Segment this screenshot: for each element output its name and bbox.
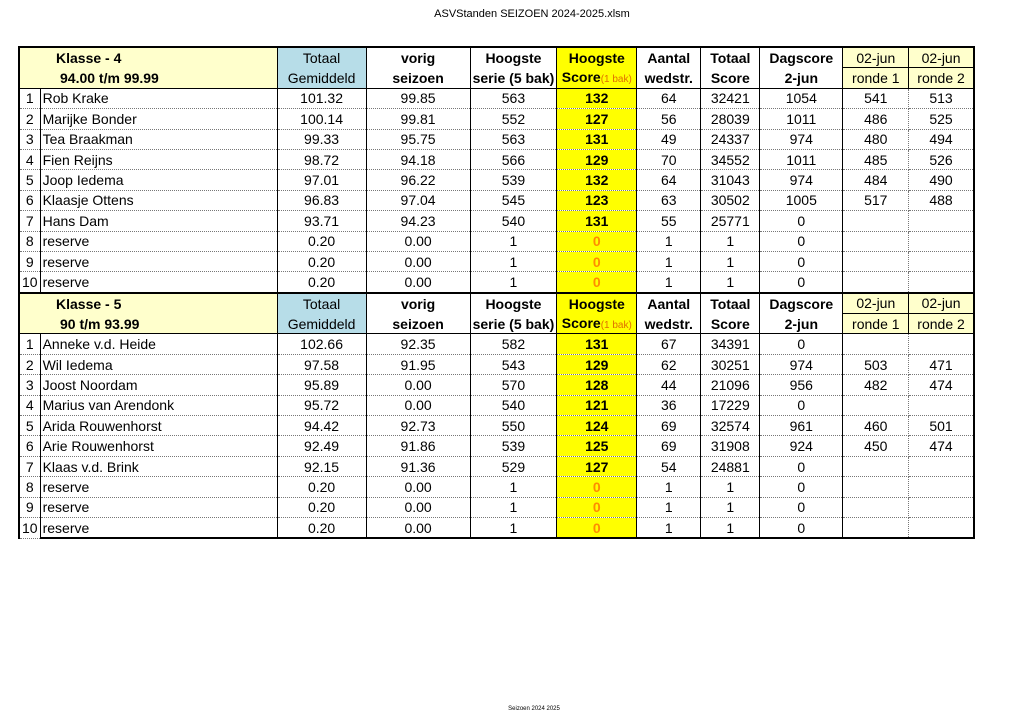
rank-cell: 5 (19, 170, 40, 190)
hoogste-serie-cell: 563 (470, 88, 557, 108)
header-vorig: vorig (366, 47, 470, 68)
ronde2-cell: 501 (909, 416, 974, 436)
dagscore-cell: 0 (760, 334, 843, 354)
ronde1-cell (843, 231, 909, 251)
rank-cell: 7 (19, 456, 40, 476)
vorig-seizoen-cell: 0.00 (366, 272, 470, 293)
ronde2-cell (909, 395, 974, 415)
totaal-score-cell: 1 (701, 272, 760, 293)
table-row (19, 129, 974, 149)
ronde1-cell: 541 (843, 88, 909, 108)
ronde2-cell: 513 (909, 88, 974, 108)
vorig-seizoen-cell: 0.00 (366, 497, 470, 517)
header-score-label: Score (561, 315, 601, 332)
dagscore-cell: 1011 (760, 149, 843, 169)
hoogste-score-cell: 132 (557, 170, 637, 190)
gemiddeld-cell: 102.66 (277, 334, 366, 354)
rank-cell: 1 (19, 88, 40, 108)
rank-cell: 8 (19, 477, 40, 497)
ronde1-cell (843, 456, 909, 476)
header-serie: serie (5 bak) (470, 314, 557, 334)
gemiddeld-cell: 0.20 (277, 497, 366, 517)
header-seizoen: seizoen (366, 68, 470, 88)
vorig-seizoen-cell: 97.04 (366, 190, 470, 210)
rank-cell: 10 (19, 272, 40, 293)
header-1bak-label: (1 bak) (600, 320, 632, 332)
hoogste-score-cell: 129 (557, 149, 637, 169)
hoogste-serie-cell: 540 (470, 211, 557, 231)
ronde2-cell: 474 (909, 436, 974, 456)
vorig-seizoen-cell: 99.85 (366, 88, 470, 108)
hoogste-score-cell: 123 (557, 190, 637, 210)
hoogste-score-cell: 125 (557, 436, 637, 456)
rank-cell: 4 (19, 395, 40, 415)
gemiddeld-cell: 92.49 (277, 436, 366, 456)
hoogste-score-cell: 131 (557, 129, 637, 149)
ronde1-cell (843, 251, 909, 271)
ronde2-cell (909, 456, 974, 476)
header-hoogste-serie: Hoogste (470, 47, 557, 68)
totaal-score-cell: 30502 (701, 190, 760, 210)
totaal-score-cell: 31043 (701, 170, 760, 190)
vorig-seizoen-cell: 0.00 (366, 477, 470, 497)
header-ronde1-date: 02-jun (843, 47, 909, 68)
totaal-score-cell: 1 (701, 477, 760, 497)
hoogste-serie-cell: 545 (470, 190, 557, 210)
hoogste-serie-cell: 566 (470, 149, 557, 169)
header-serie: serie (5 bak) (470, 68, 557, 88)
player-name: reserve (40, 251, 277, 271)
ronde1-cell: 485 (843, 149, 909, 169)
hoogste-score-cell: 129 (557, 354, 637, 374)
gemiddeld-cell: 92.15 (277, 456, 366, 476)
dagscore-cell: 974 (760, 170, 843, 190)
player-name: reserve (40, 517, 277, 538)
header-totaal-score: Totaal (701, 293, 760, 314)
header-score-1bak (557, 314, 637, 334)
totaal-score-cell: 34552 (701, 149, 760, 169)
gemiddeld-cell: 0.20 (277, 477, 366, 497)
ronde1-cell (843, 517, 909, 538)
rank-cell: 7 (19, 211, 40, 231)
hoogste-score-cell: 124 (557, 416, 637, 436)
totaal-score-cell: 1 (701, 251, 760, 271)
section-header-row (19, 293, 974, 314)
table-row (19, 251, 974, 271)
dagscore-cell: 961 (760, 416, 843, 436)
rank-cell: 3 (19, 129, 40, 149)
hoogste-score-cell: 0 (557, 272, 637, 293)
gemiddeld-cell: 95.89 (277, 375, 366, 395)
ronde2-cell (909, 272, 974, 293)
dagscore-cell: 1011 (760, 109, 843, 129)
hoogste-serie-cell: 1 (470, 251, 557, 271)
header-ronde2-date: 02-jun (909, 47, 974, 68)
header-ronde2: ronde 2 (909, 68, 974, 88)
klasse-range: 94.00 t/m 99.99 (19, 68, 277, 88)
ronde2-cell (909, 497, 974, 517)
header-totaal-gem: Totaal (277, 47, 366, 68)
aantal-cell: 67 (637, 334, 701, 354)
totaal-score-cell: 1 (701, 517, 760, 538)
vorig-seizoen-cell: 95.75 (366, 129, 470, 149)
ronde1-cell (843, 477, 909, 497)
header-gemiddeld: Gemiddeld (277, 68, 366, 88)
header-hoogste-score: Hoogste (557, 293, 637, 314)
hoogste-score-cell: 127 (557, 456, 637, 476)
dagscore-cell: 0 (760, 231, 843, 251)
table-row (19, 456, 974, 476)
header-score: Score (701, 314, 760, 334)
aantal-cell: 54 (637, 456, 701, 476)
totaal-score-cell: 24881 (701, 456, 760, 476)
table-row (19, 170, 974, 190)
header-score-1bak (557, 68, 637, 88)
table-row (19, 109, 974, 129)
hoogste-score-cell: 0 (557, 517, 637, 538)
hoogste-serie-cell: 552 (470, 109, 557, 129)
section-header-row (19, 47, 974, 68)
player-name: Fien Reijns (40, 149, 277, 169)
gemiddeld-cell: 98.72 (277, 149, 366, 169)
header-ronde2: ronde 2 (909, 314, 974, 334)
aantal-cell: 56 (637, 109, 701, 129)
gemiddeld-cell: 97.58 (277, 354, 366, 374)
vorig-seizoen-cell: 0.00 (366, 375, 470, 395)
hoogste-serie-cell: 570 (470, 375, 557, 395)
table-row (19, 416, 974, 436)
ronde2-cell (909, 251, 974, 271)
ronde2-cell (909, 477, 974, 497)
hoogste-score-cell: 0 (557, 497, 637, 517)
vorig-seizoen-cell: 99.81 (366, 109, 470, 129)
header-ronde2-date: 02-jun (909, 293, 974, 314)
hoogste-serie-cell: 539 (470, 436, 557, 456)
table-row (19, 211, 974, 231)
ronde1-cell: 503 (843, 354, 909, 374)
hoogste-score-cell: 0 (557, 251, 637, 271)
aantal-cell: 1 (637, 272, 701, 293)
vorig-seizoen-cell: 92.35 (366, 334, 470, 354)
header-aantal: Aantal (637, 47, 701, 68)
table-row (19, 375, 974, 395)
section-subheader-row (19, 68, 974, 88)
totaal-score-cell: 31908 (701, 436, 760, 456)
hoogste-score-cell: 132 (557, 88, 637, 108)
dagscore-cell: 0 (760, 477, 843, 497)
aantal-cell: 36 (637, 395, 701, 415)
ronde2-cell: 471 (909, 354, 974, 374)
ronde2-cell (909, 517, 974, 538)
header-hoogste-serie: Hoogste (470, 293, 557, 314)
hoogste-serie-cell: 1 (470, 231, 557, 251)
player-name: reserve (40, 497, 277, 517)
page-footer: Seizoen 2024 2025 (508, 706, 560, 712)
aantal-cell: 1 (637, 231, 701, 251)
gemiddeld-cell: 97.01 (277, 170, 366, 190)
ronde2-cell: 488 (909, 190, 974, 210)
rank-cell: 6 (19, 436, 40, 456)
ronde1-cell (843, 211, 909, 231)
ronde1-cell: 517 (843, 190, 909, 210)
aantal-cell: 70 (637, 149, 701, 169)
player-name: Marijke Bonder (40, 109, 277, 129)
standings-table (18, 46, 975, 539)
ronde1-cell (843, 395, 909, 415)
hoogste-score-cell: 131 (557, 334, 637, 354)
ronde1-cell (843, 334, 909, 354)
header-gemiddeld: Gemiddeld (277, 314, 366, 334)
gemiddeld-cell: 0.20 (277, 272, 366, 293)
aantal-cell: 55 (637, 211, 701, 231)
dagscore-cell: 0 (760, 517, 843, 538)
header-ronde1: ronde 1 (843, 314, 909, 334)
gemiddeld-cell: 99.33 (277, 129, 366, 149)
gemiddeld-cell: 0.20 (277, 517, 366, 538)
player-name: Hans Dam (40, 211, 277, 231)
table-row (19, 149, 974, 169)
table-row (19, 517, 974, 538)
hoogste-serie-cell: 543 (470, 354, 557, 374)
hoogste-score-cell: 0 (557, 231, 637, 251)
ronde1-cell: 486 (843, 109, 909, 129)
aantal-cell: 1 (637, 251, 701, 271)
vorig-seizoen-cell: 94.18 (366, 149, 470, 169)
rank-cell: 1 (19, 334, 40, 354)
player-name: Wil Iedema (40, 354, 277, 374)
hoogste-score-cell: 131 (557, 211, 637, 231)
table-row (19, 272, 974, 293)
rank-cell: 2 (19, 109, 40, 129)
aantal-cell: 64 (637, 170, 701, 190)
totaal-score-cell: 34391 (701, 334, 760, 354)
ronde1-cell: 460 (843, 416, 909, 436)
ronde2-cell: 525 (909, 109, 974, 129)
rank-cell: 4 (19, 149, 40, 169)
vorig-seizoen-cell: 0.00 (366, 395, 470, 415)
gemiddeld-cell: 100.14 (277, 109, 366, 129)
table-row (19, 497, 974, 517)
header-ronde1: ronde 1 (843, 68, 909, 88)
player-name: Joop Iedema (40, 170, 277, 190)
gemiddeld-cell: 96.83 (277, 190, 366, 210)
dagscore-cell: 0 (760, 251, 843, 271)
ronde1-cell: 480 (843, 129, 909, 149)
header-vorig: vorig (366, 293, 470, 314)
ronde2-cell: 474 (909, 375, 974, 395)
table-row (19, 231, 974, 251)
dagscore-cell: 974 (760, 129, 843, 149)
header-dagscore: Dagscore (760, 293, 843, 314)
hoogste-serie-cell: 1 (470, 517, 557, 538)
hoogste-score-cell: 121 (557, 395, 637, 415)
totaal-score-cell: 24337 (701, 129, 760, 149)
header-totaal-gem: Totaal (277, 293, 366, 314)
player-name: Marius van Arendonk (40, 395, 277, 415)
hoogste-serie-cell: 539 (470, 170, 557, 190)
ronde1-cell (843, 497, 909, 517)
dagscore-cell: 0 (760, 497, 843, 517)
vorig-seizoen-cell: 96.22 (366, 170, 470, 190)
player-name: Rob Krake (40, 88, 277, 108)
aantal-cell: 49 (637, 129, 701, 149)
table-row (19, 395, 974, 415)
dagscore-cell: 0 (760, 395, 843, 415)
vorig-seizoen-cell: 92.73 (366, 416, 470, 436)
header-wedstr: wedstr. (637, 314, 701, 334)
hoogste-serie-cell: 529 (470, 456, 557, 476)
hoogste-serie-cell: 540 (470, 395, 557, 415)
totaal-score-cell: 1 (701, 497, 760, 517)
dagscore-cell: 0 (760, 272, 843, 293)
ronde2-cell: 526 (909, 149, 974, 169)
dagscore-cell: 974 (760, 354, 843, 374)
hoogste-serie-cell: 582 (470, 334, 557, 354)
aantal-cell: 69 (637, 436, 701, 456)
player-name: Arida Rouwenhorst (40, 416, 277, 436)
player-name: Klaas v.d. Brink (40, 456, 277, 476)
aantal-cell: 1 (637, 497, 701, 517)
gemiddeld-cell: 0.20 (277, 231, 366, 251)
player-name: reserve (40, 231, 277, 251)
dagscore-cell: 956 (760, 375, 843, 395)
header-1bak-label: (1 bak) (600, 74, 632, 86)
player-name: reserve (40, 272, 277, 293)
rank-cell: 3 (19, 375, 40, 395)
player-name: reserve (40, 477, 277, 497)
ronde2-cell (909, 334, 974, 354)
dagscore-cell: 0 (760, 211, 843, 231)
ronde2-cell (909, 231, 974, 251)
player-name: Joost Noordam (40, 375, 277, 395)
ronde1-cell (843, 272, 909, 293)
table-row (19, 354, 974, 374)
totaal-score-cell: 1 (701, 231, 760, 251)
totaal-score-cell: 30251 (701, 354, 760, 374)
gemiddeld-cell: 93.71 (277, 211, 366, 231)
header-ronde1-date: 02-jun (843, 293, 909, 314)
table-row (19, 88, 974, 108)
hoogste-score-cell: 128 (557, 375, 637, 395)
header-aantal: Aantal (637, 293, 701, 314)
hoogste-serie-cell: 1 (470, 497, 557, 517)
ronde2-cell: 490 (909, 170, 974, 190)
totaal-score-cell: 32574 (701, 416, 760, 436)
vorig-seizoen-cell: 91.86 (366, 436, 470, 456)
klasse-range: 90 t/m 93.99 (19, 314, 277, 334)
ronde2-cell (909, 211, 974, 231)
ronde1-cell: 484 (843, 170, 909, 190)
rank-cell: 9 (19, 497, 40, 517)
gemiddeld-cell: 0.20 (277, 251, 366, 271)
dagscore-cell: 0 (760, 456, 843, 476)
hoogste-score-cell: 0 (557, 477, 637, 497)
table-row (19, 477, 974, 497)
klasse-name: Klasse - 4 (19, 47, 277, 68)
rank-cell: 8 (19, 231, 40, 251)
hoogste-serie-cell: 550 (470, 416, 557, 436)
aantal-cell: 64 (637, 88, 701, 108)
ronde1-cell: 482 (843, 375, 909, 395)
header-score-label: Score (561, 69, 601, 86)
klasse-name: Klasse - 5 (19, 293, 277, 314)
table-row (19, 436, 974, 456)
hoogste-serie-cell: 1 (470, 477, 557, 497)
totaal-score-cell: 21096 (701, 375, 760, 395)
header-dag: 2-jun (760, 314, 843, 334)
aantal-cell: 44 (637, 375, 701, 395)
header-hoogste-score: Hoogste (557, 47, 637, 68)
table-row (19, 334, 974, 354)
gemiddeld-cell: 95.72 (277, 395, 366, 415)
aantal-cell: 63 (637, 190, 701, 210)
header-seizoen: seizoen (366, 314, 470, 334)
dagscore-cell: 1005 (760, 190, 843, 210)
header-score: Score (701, 68, 760, 88)
totaal-score-cell: 32421 (701, 88, 760, 108)
vorig-seizoen-cell: 91.36 (366, 456, 470, 476)
section-subheader-row (19, 314, 974, 334)
gemiddeld-cell: 101.32 (277, 88, 366, 108)
vorig-seizoen-cell: 0.00 (366, 251, 470, 271)
hoogste-serie-cell: 1 (470, 272, 557, 293)
rank-cell: 10 (19, 517, 40, 538)
hoogste-serie-cell: 563 (470, 129, 557, 149)
vorig-seizoen-cell: 91.95 (366, 354, 470, 374)
player-name: Arie Rouwenhorst (40, 436, 277, 456)
dagscore-cell: 1054 (760, 88, 843, 108)
header-dag: 2-jun (760, 68, 843, 88)
totaal-score-cell: 25771 (701, 211, 760, 231)
header-dagscore: Dagscore (760, 47, 843, 68)
player-name: Klaasje Ottens (40, 190, 277, 210)
document-title: ASVStanden SEIZOEN 2024-2025.xlsm (434, 8, 630, 20)
dagscore-cell: 924 (760, 436, 843, 456)
header-wedstr: wedstr. (637, 68, 701, 88)
header-totaal-score: Totaal (701, 47, 760, 68)
rank-cell: 2 (19, 354, 40, 374)
rank-cell: 5 (19, 416, 40, 436)
rank-cell: 6 (19, 190, 40, 210)
vorig-seizoen-cell: 0.00 (366, 231, 470, 251)
totaal-score-cell: 17229 (701, 395, 760, 415)
player-name: Tea Braakman (40, 129, 277, 149)
table-row (19, 190, 974, 210)
ronde2-cell: 494 (909, 129, 974, 149)
vorig-seizoen-cell: 94.23 (366, 211, 470, 231)
hoogste-score-cell: 127 (557, 109, 637, 129)
gemiddeld-cell: 94.42 (277, 416, 366, 436)
ronde1-cell: 450 (843, 436, 909, 456)
player-name: Anneke v.d. Heide (40, 334, 277, 354)
rank-cell: 9 (19, 251, 40, 271)
vorig-seizoen-cell: 0.00 (366, 517, 470, 538)
aantal-cell: 69 (637, 416, 701, 436)
aantal-cell: 62 (637, 354, 701, 374)
aantal-cell: 1 (637, 517, 701, 538)
totaal-score-cell: 28039 (701, 109, 760, 129)
aantal-cell: 1 (637, 477, 701, 497)
